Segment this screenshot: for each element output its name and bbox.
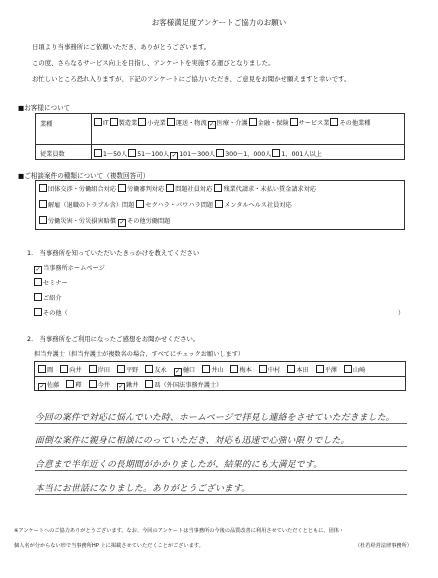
option-label: 平野 [125, 367, 139, 374]
q1-option [34, 308, 68, 317]
checkbox-icon[interactable] [272, 149, 280, 157]
option-その他（[interactable] [34, 310, 68, 317]
checked-checkbox-icon[interactable]: ✓ [118, 383, 124, 390]
option-label: 馮（外国法事務弁護士） [154, 382, 223, 389]
option-運送・物流[interactable] [167, 120, 207, 127]
option-残業代請求・未払い賃金請求対応[interactable] [214, 186, 316, 193]
option-label: 樋口 [182, 367, 196, 374]
checkbox-icon[interactable] [316, 365, 324, 373]
option-label: 本田 [296, 367, 309, 374]
checkbox-icon[interactable] [38, 365, 46, 373]
handwritten-comment-4: 本当にお世話になりました。ありがとうございます。 [35, 484, 251, 494]
section-consultation-heading: ■ご相談案件の種類について（複数回答可） [18, 172, 150, 180]
option-label: 中村 [267, 367, 281, 374]
checkbox-icon[interactable] [259, 365, 267, 373]
option-メンタルヘルス社員対応[interactable] [215, 202, 292, 209]
option-label: 今井 [97, 382, 110, 389]
option-ご紹介[interactable] [34, 295, 62, 302]
checkbox-icon[interactable] [167, 118, 175, 126]
option-101～300人[interactable] [170, 151, 215, 158]
option-label: 井山 [211, 367, 224, 374]
option-山崎[interactable] [344, 367, 365, 374]
option-label: セクハラ・パワハラ問題 [145, 202, 214, 209]
employee-options [94, 149, 323, 160]
option-セミナー[interactable] [34, 280, 68, 287]
option-label: 医療・介護 [216, 120, 248, 127]
comment-line [35, 446, 407, 447]
option-岸田[interactable] [89, 367, 110, 374]
option-セクハラ・パワハラ問題[interactable] [136, 202, 213, 209]
checkbox-icon[interactable] [136, 200, 144, 208]
checkbox-icon[interactable] [202, 365, 210, 373]
checked-checkbox-icon[interactable]: ✓ [175, 368, 181, 375]
customer-table-divider [91, 114, 92, 159]
checkbox-icon[interactable] [110, 118, 118, 126]
option-label: 金融・保険 [257, 120, 289, 127]
checkbox-icon[interactable] [34, 308, 42, 316]
checkbox-icon[interactable] [39, 184, 47, 192]
option-label: 向井 [69, 367, 82, 374]
checkbox-icon[interactable] [128, 149, 136, 157]
option-梅本[interactable] [230, 367, 251, 374]
checked-checkbox-icon[interactable]: ✓ [35, 266, 41, 273]
checkbox-icon[interactable] [230, 365, 238, 373]
checkbox-icon[interactable] [34, 293, 42, 301]
option-医療・介護[interactable] [208, 120, 248, 127]
lawyers-row-1 [38, 365, 372, 376]
footer-firm-name: （杜若経営法律事務所） [354, 543, 412, 549]
checkbox-icon[interactable] [145, 365, 153, 373]
option-問題社員対応[interactable] [166, 186, 212, 193]
checked-checkbox-icon[interactable]: ✓ [119, 219, 125, 226]
intro-line-1: 日頃より当事務所にご依頼いただき、ありがとうございます。 [32, 43, 211, 51]
option-label: 平澤 [324, 367, 337, 374]
intro-line-3: お忙しいところ恐れ入りますが、下記のアンケートにご協力いただき、ご意見をお聞かせ願えますと幸いです。 [32, 75, 351, 83]
option-その他業種[interactable] [330, 120, 370, 127]
option-label: 労働審判対応 [127, 186, 165, 193]
intro-line-2: この度、さらなるサービス向上を目指し、アンケートを実施する運びとなりました。 [32, 59, 275, 67]
option-label: 岡 [47, 367, 54, 374]
checkbox-icon[interactable] [215, 200, 223, 208]
option-label: 当事務所ホームページ [43, 265, 105, 272]
industry-options [94, 118, 400, 130]
lawyer-table-row-divider [35, 376, 405, 377]
checkbox-icon[interactable] [39, 216, 47, 224]
option-団体交渉・労働組合対応[interactable] [39, 186, 116, 193]
consultation-row [39, 184, 318, 193]
option-label: 1，001人以上 [281, 151, 322, 158]
option-馮（外国法事務弁護士）[interactable] [145, 382, 222, 389]
checkbox-icon[interactable] [330, 118, 338, 126]
q1-option [34, 263, 105, 274]
checkbox-icon[interactable] [89, 380, 97, 388]
option-IT[interactable] [94, 120, 109, 127]
option-label: ご紹介 [43, 295, 62, 302]
option-釋[interactable] [66, 382, 81, 389]
checkbox-icon[interactable] [94, 118, 102, 126]
comment-line [35, 470, 407, 471]
option-label: 運送・物流 [175, 120, 207, 127]
option-サービス業[interactable] [290, 120, 330, 127]
handwritten-comment-1: 今回の案件で対応に悩んでいた時、ホームページで拝見し連絡をさせていただきました。 [35, 413, 395, 423]
checkbox-icon[interactable] [216, 149, 224, 157]
checkbox-icon[interactable] [249, 118, 257, 126]
option-向井[interactable] [60, 367, 81, 374]
checked-checkbox-icon[interactable]: ✓ [171, 152, 177, 159]
option-樋口[interactable] [174, 367, 195, 374]
option-平野[interactable] [117, 367, 138, 374]
option-鍬井[interactable] [117, 382, 138, 389]
lawyer-label: 担当弁護士（担当弁護士が複数名の場合、すべてにチェックお願いします） [34, 351, 245, 358]
section-customer-heading: ■お客様について [18, 104, 71, 112]
option-label: 51～100人 [137, 151, 170, 158]
option-その他労働問題[interactable] [118, 218, 170, 225]
option-中村[interactable] [259, 367, 280, 374]
option-label: サービス業 [298, 120, 330, 127]
option-label: 労働災害・労災損害賠償 [48, 218, 117, 225]
option-label: 鍬井 [125, 382, 139, 389]
comment-line [35, 494, 407, 495]
consultation-box [35, 180, 405, 230]
option-label: メンタルヘルス社員対応 [224, 202, 292, 209]
option-label: セミナー [43, 280, 68, 287]
option-平澤[interactable] [316, 367, 337, 374]
option-label: 製造業 [118, 120, 138, 127]
comment-line [35, 423, 407, 424]
option-井山[interactable] [202, 367, 223, 374]
option-label: IT [103, 120, 109, 127]
page-title: お客様満足度アンケートご協力のお願い [151, 18, 287, 27]
q2-question: 2. 当事務所をご利用になったご感想をお聞かせください。 [27, 335, 200, 343]
option-label: その他労働問題 [127, 218, 171, 225]
checkbox-icon[interactable] [145, 380, 153, 388]
option-労働災害・労災損害賠償[interactable] [39, 218, 116, 225]
option-51～100人[interactable] [128, 151, 169, 158]
checkbox-icon[interactable] [166, 184, 174, 192]
option-label: 300～1，000人 [225, 151, 272, 158]
option-label: 問題社員対応 [175, 186, 213, 193]
option-label: 1～50人 [103, 151, 128, 158]
checkbox-icon[interactable] [117, 365, 125, 373]
option-今井[interactable] [89, 382, 110, 389]
option-label: その他（ [43, 310, 68, 317]
footer-line-2: 個人名が分からない形で当事務所HP 上に掲載させていただくことがございます。 [14, 543, 204, 549]
option-労働審判対応[interactable] [118, 186, 164, 193]
lawyers-row-2 [38, 380, 229, 391]
checkbox-icon[interactable] [60, 365, 68, 373]
option-金融・保険[interactable] [249, 120, 289, 127]
option-label: 岸田 [97, 367, 110, 374]
q1-question: 1. 当事務所を知っていただいたきっかけを教えてください [27, 249, 200, 257]
option-label: 残業代請求・未払い賃金請求対応 [223, 186, 317, 193]
checkbox-icon[interactable] [138, 118, 146, 126]
option-当事務所ホームページ[interactable] [34, 265, 105, 272]
consultation-row [39, 200, 294, 209]
option-解雇（退職のトラブル含）問題[interactable] [39, 202, 134, 209]
lawyer-table [34, 361, 406, 391]
checkbox-icon[interactable] [89, 365, 97, 373]
option-300～1，000人[interactable] [216, 151, 271, 158]
option-友永[interactable] [145, 367, 166, 374]
option-1～50人[interactable] [94, 151, 127, 158]
industry-label: 業種 [40, 121, 53, 128]
checkbox-icon[interactable] [214, 184, 222, 192]
consultation-row [39, 216, 172, 227]
checkbox-icon[interactable] [66, 380, 74, 388]
checkbox-icon[interactable] [287, 365, 295, 373]
checkbox-icon[interactable] [344, 365, 352, 373]
checkbox-icon[interactable] [34, 278, 42, 286]
option-本田[interactable] [287, 367, 308, 374]
option-label: 101～300人 [179, 151, 216, 158]
option-label: 山崎 [352, 367, 366, 374]
option-label: 解雇（退職のトラブル含）問題 [48, 202, 135, 209]
option-佐藤[interactable] [38, 382, 59, 389]
q1-option [34, 278, 68, 287]
option-label: その他業種 [339, 120, 371, 127]
handwritten-comment-3: 合意まで半年近くの長期間がかかりましたが、結果的にも大満足です。 [35, 460, 323, 470]
handwritten-comment-2: 面倒な案件に親身に相談にのっていただき、対応も迅速で心強い限りでした。 [35, 436, 350, 446]
checked-checkbox-icon[interactable]: ✓ [209, 121, 215, 128]
option-label: 梅本 [239, 367, 252, 374]
q1-other-close: ） [398, 310, 405, 317]
option-1，001人以上[interactable] [272, 151, 322, 158]
option-label: 釋 [75, 382, 82, 389]
option-小売業[interactable] [138, 120, 166, 127]
checkbox-icon[interactable] [290, 118, 298, 126]
customer-table-row-divider [36, 144, 404, 145]
customer-table [35, 113, 405, 160]
option-label: 佐藤 [47, 382, 60, 389]
option-label: 小売業 [147, 120, 166, 127]
checked-checkbox-icon[interactable]: ✓ [39, 383, 45, 390]
q1-option [34, 293, 62, 302]
option-label: 友永 [154, 367, 167, 374]
footer-line-1: ※アンケートへのご協力ありがとうございます。なお、今回のアンケートは当事務所の今後の品質改善に利用させていただくとともに、団体・ [14, 528, 345, 534]
checkbox-icon[interactable] [94, 149, 102, 157]
checkbox-icon[interactable] [118, 184, 126, 192]
checkbox-icon[interactable] [39, 200, 47, 208]
employees-label: 従業員数 [40, 151, 65, 158]
option-label: 団体交渉・労働組合対応 [48, 186, 117, 193]
option-製造業[interactable] [110, 120, 138, 127]
option-岡[interactable] [38, 367, 53, 374]
